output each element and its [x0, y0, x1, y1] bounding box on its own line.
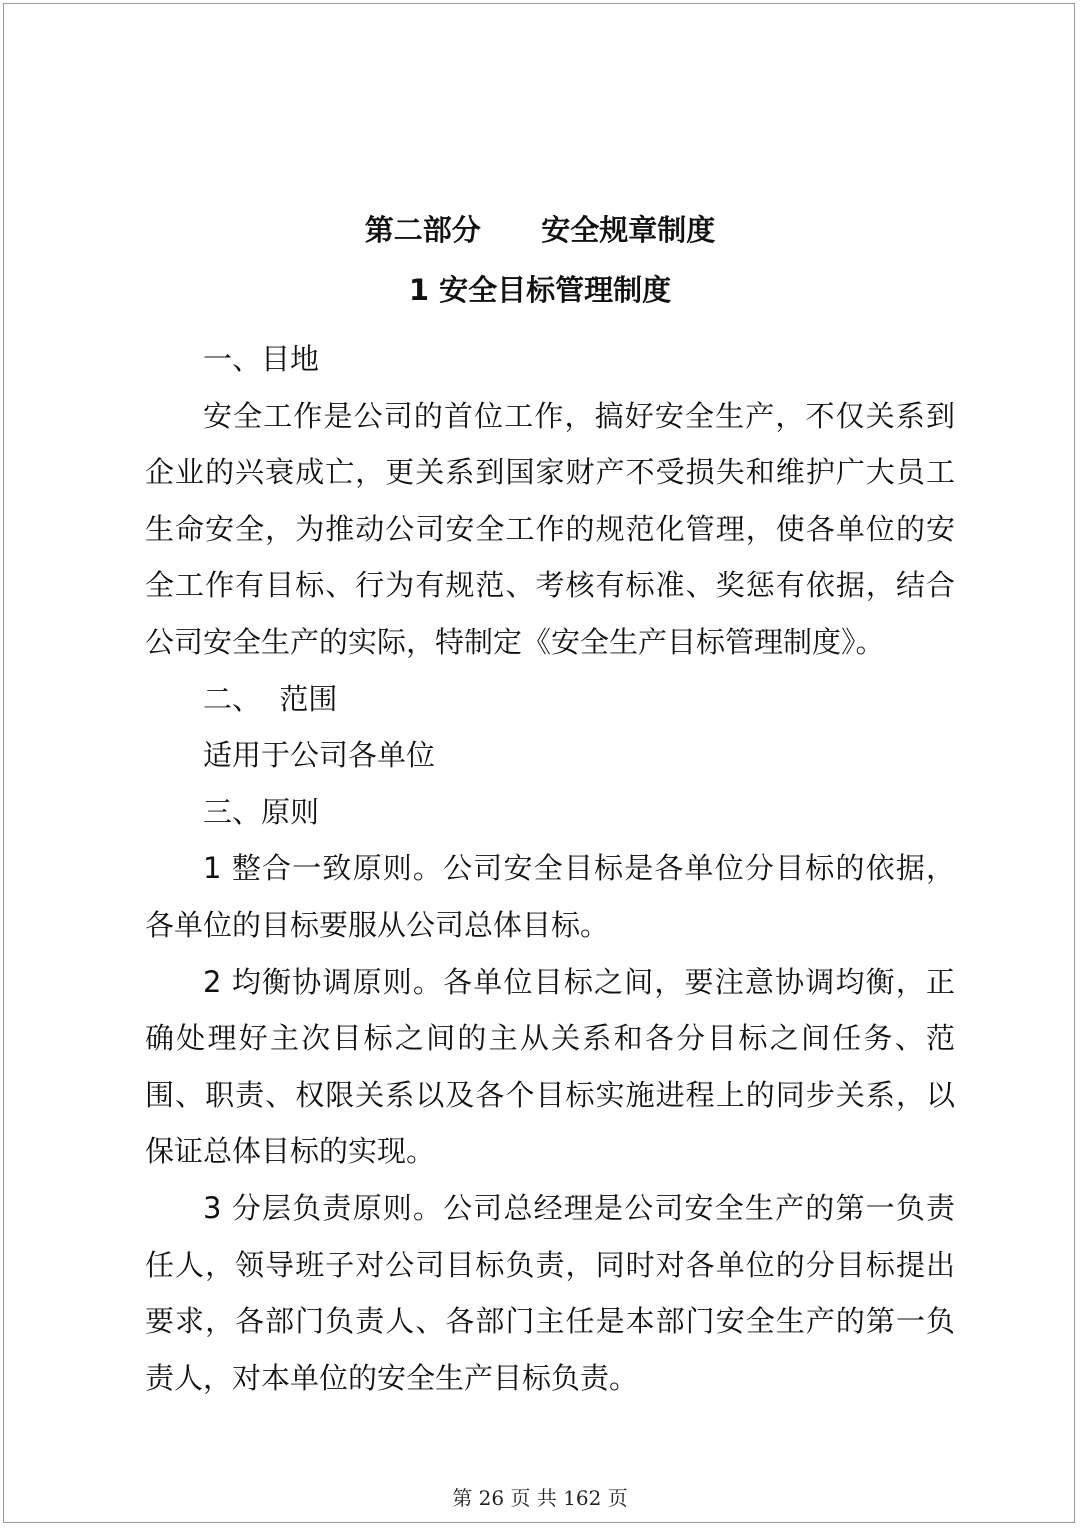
document-body — [145, 331, 955, 1406]
paragraph-purpose: 安全工作是公司的首位工作，搞好安全生产，不仅关系到企业的兴衰成亡，更关系到国家财产不受损失和维护广大员工生命安全，为推动公司安全工作的规范化管理，使各单位的安全工作有目标、行为有规范、考核有标准、奖惩有依据，结合公司安全生产的实际，特制定《安全生产目标管理制度》。 — [145, 398, 955, 659]
paragraph-principle-3: 3 分层负责原则。公司总经理是公司安全生产的第一负责任人，领导班子对公司目标负责，同时对各单位的分目标提出要求，各部门负责人、各部门主任是本部门安全生产的第一负责人，对本单位的安全生产目标负责。 — [145, 1190, 955, 1395]
heading-purpose: 一、目地 — [203, 342, 320, 376]
section-title: 1 安全目标管理制度 — [408, 273, 672, 307]
paragraph-principle-2: 2 均衡协调原则。各单位目标之间，要注意协调均衡，正确处理好主次目标之间的主从关系和各分目标之间任务、范围、职责、权限关系以及各个目标实施进程上的同步关系，以保证总体目标的实现。 — [145, 964, 955, 1169]
paragraph-principle-1: 1 整合一致原则。公司安全目标是各单位分目标的依据，各单位的目标要服从公司总体目标。 — [145, 851, 955, 942]
paragraph-scope: 适用于公司各单位 — [203, 738, 436, 773]
page-number-footer: 第 26 页 共 162 页 — [452, 1486, 628, 1510]
heading-principles: 三、原则 — [203, 794, 320, 829]
heading-scope: 二、 范围 — [203, 681, 338, 716]
part-title: 第二部分 安全规章制度 — [364, 213, 716, 247]
